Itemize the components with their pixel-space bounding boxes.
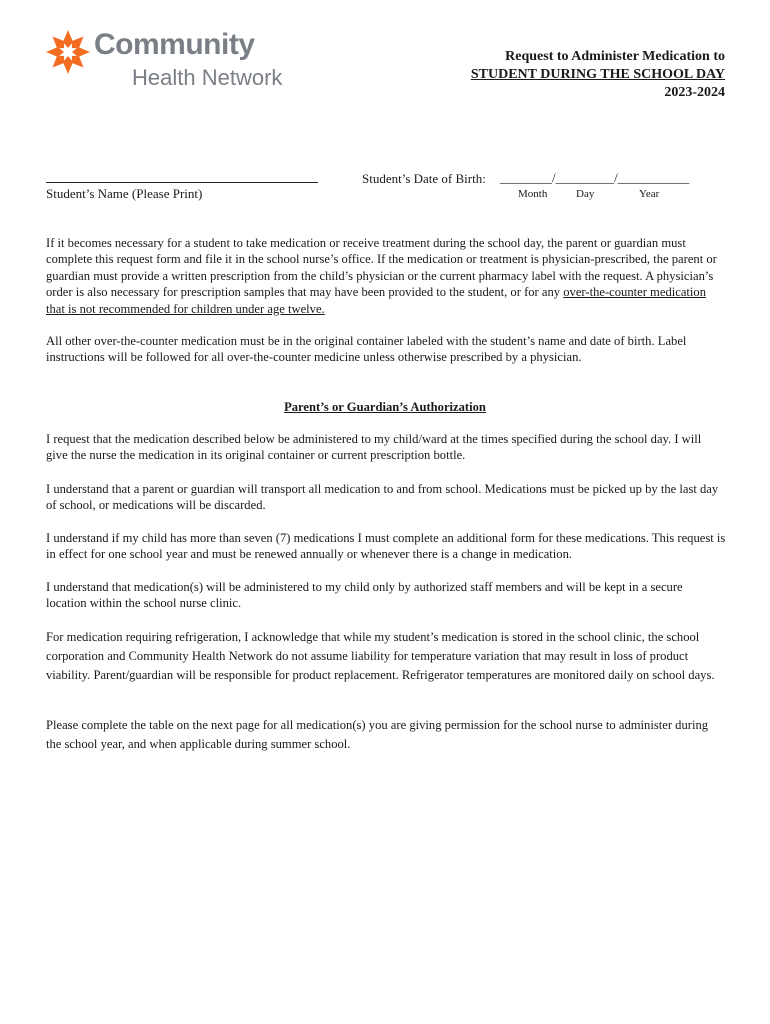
authorization-paragraph-3: I understand if my child has more than seven (7) medications I must complete an additional form for these medications. This request is in effect for one school year and must be renewed annually or whenever there is a change in medication. bbox=[46, 531, 726, 562]
logo-starburst-icon bbox=[44, 28, 92, 76]
intro-p1-underlined: over-the-counter medication that is not recommended for children under age twelve. bbox=[46, 285, 707, 316]
student-name-field[interactable] bbox=[46, 168, 318, 183]
authorization-paragraph-5: For medication requiring refrigeration, I acknowledge that while my student’s medication is stored in the school clinic, the school corporation and Community Health Network do not assume liability for temperature variation that may result in loss of product viability. Parent/guardian will be responsible for product replacement. Refrigerator temperatures are monitored daily on school days. bbox=[46, 630, 715, 682]
authorization-paragraph-4: I understand that medication(s) will be administered to my child only by authorized staff members and will be kept in a secure location within the school nurse clinic. bbox=[46, 580, 683, 611]
header-year: 2023-2024 bbox=[664, 85, 725, 100]
authorization-paragraph-2: I understand that a parent or guardian will transport all medication to and from school. Medications must be picked up by the last day of school, or medications will be discarded. bbox=[46, 482, 719, 513]
dob-day-label: Day bbox=[576, 188, 595, 200]
logo-text-community: Community bbox=[94, 28, 255, 61]
header-line-1: Request to Administer Medication to bbox=[505, 49, 725, 64]
form-header bbox=[471, 48, 725, 102]
dob-field[interactable]: ________/_________/___________ bbox=[500, 170, 690, 185]
dob-label: Student’s Date of Birth: bbox=[362, 171, 486, 186]
header-line-2: STUDENT DURING THE SCHOOL DAY bbox=[470, 67, 725, 82]
intro-paragraph-2: All other over-the-counter medication must be in the original container labeled with the student’s name and date of birth. Label instructions will be followed for all over-the-counter medicine unless otherwise prescribed by a physician. bbox=[46, 334, 687, 365]
authorization-paragraph-6: Please complete the table on the next page for all medication(s) you are giving permission for the school nurse to administer during the school year, and when applicable during summer school. bbox=[46, 718, 709, 751]
dob-month-label: Month bbox=[518, 188, 548, 200]
student-name-label: Student’s Name (Please Print) bbox=[46, 186, 203, 201]
logo-text-health-network: Health Network bbox=[132, 65, 283, 90]
dob-year-label: Year bbox=[639, 188, 660, 200]
community-health-network-logo bbox=[44, 26, 304, 92]
intro-p1-text: If it becomes necessary for a student to take medication or receive treatment during the school day, the parent or guardian must complete this request form and file it in the school nurse’s office. If the medication or treatment is physician-prescribed, the parent or guardian must provide a written prescription from the child’s physician or the current pharmacy label with the request. A physician’s order is also necessary for prescription samples that may have been provided to the student, or for any bbox=[46, 236, 717, 300]
authorization-heading: Parent’s or Guardian’s Authorization bbox=[284, 400, 486, 414]
intro-paragraph-1 bbox=[46, 235, 726, 317]
authorization-paragraph-1: I request that the medication described below be administered to my child/ward at the times specified during the school day. I will give the nurse the medication in its original container or current prescription bottle. bbox=[46, 432, 702, 463]
